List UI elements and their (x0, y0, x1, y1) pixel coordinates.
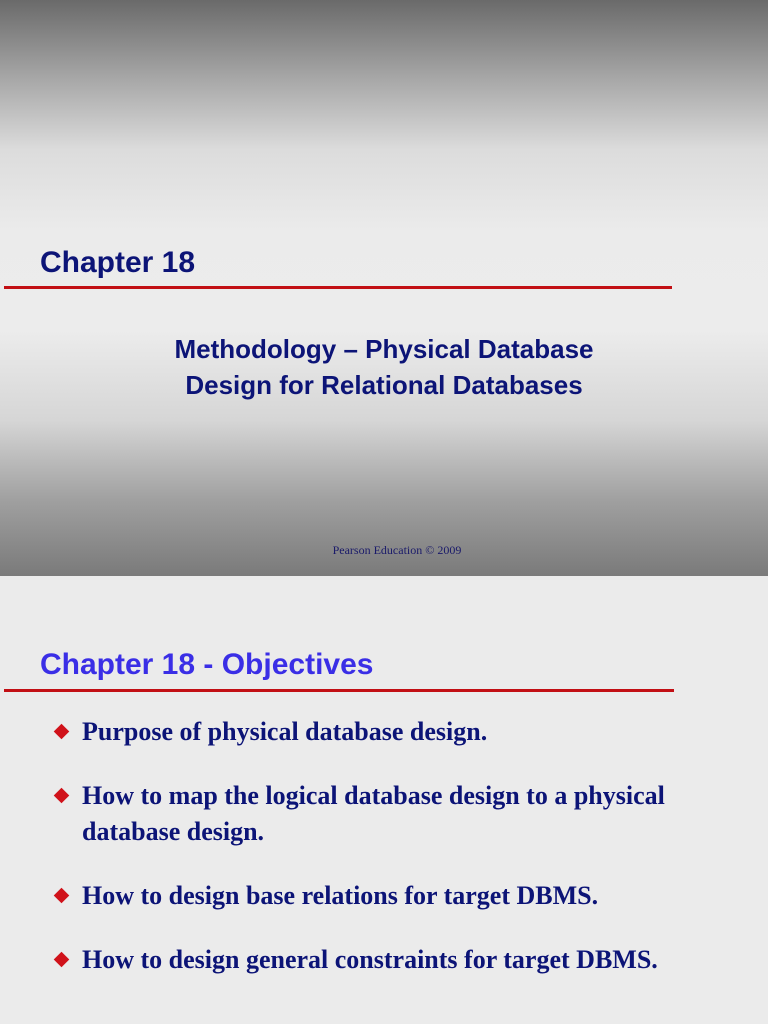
diamond-bullet-icon (54, 724, 70, 740)
diamond-bullet-icon (54, 888, 70, 904)
objective-text: How to design general constraints for target DBMS. (82, 945, 658, 974)
objectives-title: Chapter 18 - Objectives (40, 648, 374, 681)
objective-text: Purpose of physical database design. (82, 717, 488, 746)
subtitle-line-2: Design for Relational Databases (185, 370, 583, 400)
objective-text: How to map the logical database design to a physical database design. (82, 781, 665, 846)
objective-item (54, 778, 714, 850)
objectives-slide (0, 576, 768, 1024)
chapter-title: Chapter 18 (40, 246, 196, 279)
copyright-footer: Pearson Education © 2009 (332, 543, 462, 557)
subtitle-line-1: Methodology – Physical Database (174, 334, 594, 364)
chapter-subtitle (0, 331, 768, 403)
title-divider (4, 286, 672, 289)
diamond-bullet-icon (54, 788, 70, 804)
objective-item (54, 942, 714, 978)
objective-item (54, 878, 714, 914)
objectives-list (54, 714, 714, 1006)
objectives-divider (4, 689, 674, 692)
diamond-bullet-icon (54, 952, 70, 968)
objective-item (54, 714, 714, 750)
objective-text: How to design base relations for target DBMS. (82, 881, 599, 910)
